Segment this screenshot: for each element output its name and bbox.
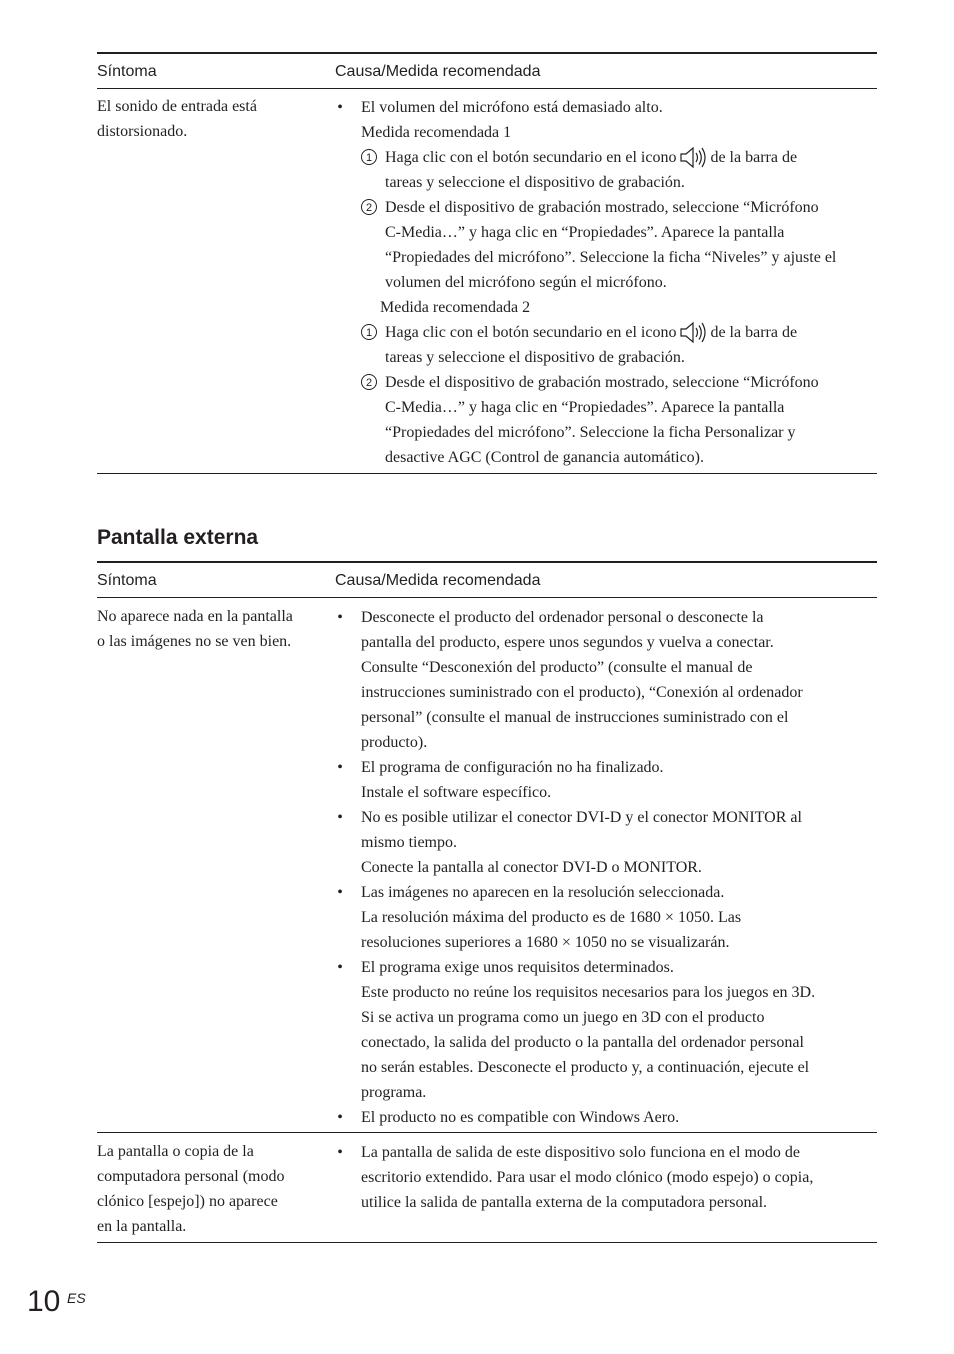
table2-row2-cause: • La pantalla de salida de este dispositivo solo funciona en el modo de escritorio extendido. Para usar el modo clónico (modo espejo) o copia, utilice la salida de pantalla externa de la computadora personal. — [334, 1140, 879, 1215]
bullet: • — [337, 609, 343, 626]
bullet: • — [337, 959, 343, 976]
step-number: 1 — [361, 324, 377, 340]
table2-header-rule — [97, 597, 877, 598]
table1-row1-cause: • El volumen del micrófono está demasiado alto. Medida recomendada 1 1 Haga clic con el botón secundario en el icono de la barra de tareas y seleccione el dispositivo de grabación. 2 Desde el dispositivo de grabación mostrado, seleccione “Micrófono C-Media…” y haga clic en “Propiedades”. Aparece la pantalla “Propiedades del micrófono”. Seleccione la ficha “Niveles” y ajuste el volumen del micrófono según el micrófono. Medida recomendada 2 1 Haga clic con el botón secundario en el icono de la barra de tareas y seleccione el dispositivo de grabación. 2 Desde el dispositivo de grabación mostrado, seleccione “Micrófono C-Media…” y haga clic en “Propiedades”. Aparece la pantalla “Propiedades del micrófono”. Seleccione la ficha Personalizar y desactive AGC (Control de ganancia automático). — [334, 95, 879, 470]
bullet: • — [337, 99, 343, 116]
language-code: ES — [67, 1290, 86, 1306]
measure2-title: Medida recomendada 2 — [380, 299, 531, 316]
speaker-icon — [678, 320, 708, 345]
bullet: • — [337, 1144, 343, 1161]
table1-row1-symptom: El sonido de entrada está distorsionado. — [97, 98, 257, 140]
table1-header-symptom: Síntoma — [97, 63, 157, 80]
table1-header-cause: Causa/Medida recomendada — [335, 63, 541, 80]
bullet: • — [337, 759, 343, 776]
table2-header-cause: Causa/Medida recomendada — [335, 572, 541, 589]
table2-row1-cause: • Desconecte el producto del ordenador personal o desconecte la pantalla del producto, espere unos segundos y vuelva a conectar. Consulte “Desconexión del producto” (consulte el manual de instrucciones suministrado con el producto), “Conexión al ordenador personal” (consulte el manual de instrucciones suministrado con el producto). • El programa de configuración no ha finalizado. Instale el software específico. • No es posible utilizar el conector DVI-D y el conector MONITOR al mismo tiempo. Conecte la pantalla al conector DVI-D o MONITOR. • Las imágenes no aparecen en la resolución seleccionada. La resolución máxima del producto es de 1680 × 1050. Las resoluciones superiores a 1680 × 1050 no se visualizarán. • El programa exige unos requisitos determinados. Este producto no reúne los requisitos necesarios para los juegos en 3D. Si se activa un programa como un juego en 3D con el producto conectado, la salida del producto o la pantalla del ordenador personal no serán estables. Desconecte el producto y, a continuación, ejecute el programa. • El producto no es compatible con Windows Aero. — [334, 605, 879, 1130]
page-number: 10 — [27, 1285, 61, 1318]
table2-row-separator — [97, 1132, 877, 1133]
bullet: • — [337, 809, 343, 826]
section-title: Pantalla externa — [97, 526, 259, 549]
table1-top-rule — [97, 52, 877, 54]
table2-top-rule — [97, 561, 877, 563]
step-number: 2 — [361, 199, 377, 215]
table2-row1-symptom: No aparece nada en la pantalla o las imágenes no se ven bien. — [97, 608, 293, 650]
table2-row2-symptom: La pantalla o copia de la computadora personal (modo clónico [espejo]) no aparece en la pantalla. — [97, 1143, 285, 1235]
table1-bottom-rule — [97, 473, 877, 474]
bullet: • — [337, 884, 343, 901]
bullet: • — [337, 1109, 343, 1126]
step-number: 1 — [361, 149, 377, 165]
measure1-title: Medida recomendada 1 — [361, 124, 512, 141]
speaker-icon — [678, 145, 708, 170]
table2-header-symptom: Síntoma — [97, 572, 157, 589]
table2-bottom-rule — [97, 1242, 877, 1243]
step-number: 2 — [361, 374, 377, 390]
table1-header-rule — [97, 88, 877, 89]
